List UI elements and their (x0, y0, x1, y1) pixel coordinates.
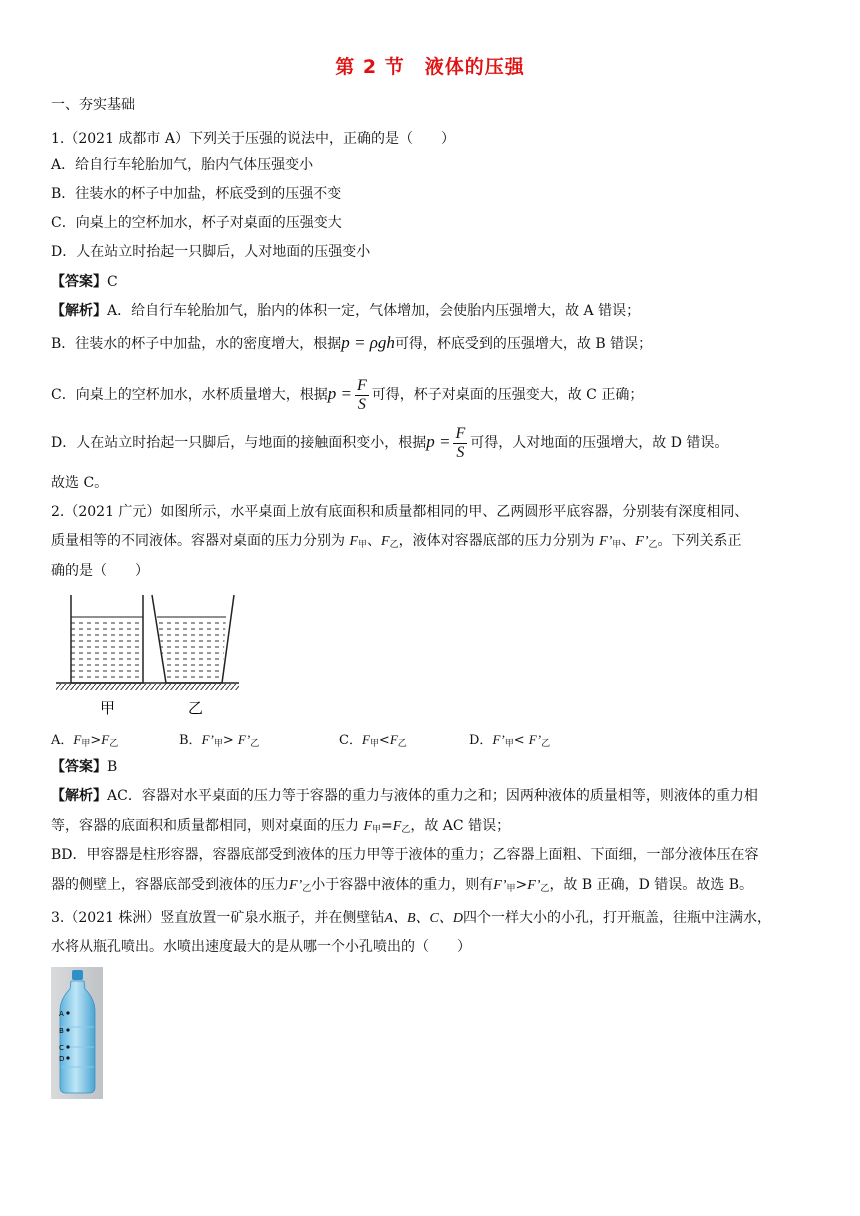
q2-answer (51, 757, 117, 777)
q2-stem-line3: 确的是（ ） (51, 563, 149, 579)
q1-option-c: C．向桌上的空杯加水，杯子对桌面的压强变大 (51, 215, 342, 231)
q2-option-a: A．$F_甲>F_乙$ (51, 732, 119, 749)
page-title: 第 2 节 液体的压强 (335, 56, 525, 78)
q2-explain-line1: 【解析】AC．容器对水平桌面的压力等于容器的重力与液体的重力之和；因两种液体的质量相等，则液体的重力相 (51, 788, 758, 804)
q2-explain-line2: 等，容器的底面积和质量都相同，则对桌面的压力 $F_甲=F_乙$，故 AC 错误； (51, 818, 511, 835)
analysis-tag: 【解析】 (51, 788, 107, 804)
answer-value: B (107, 759, 118, 775)
q2-option-b: B．$F’_甲>$ $F’_乙$ (179, 732, 260, 749)
label-jia: 甲 (100, 699, 116, 717)
q3-stem-line2: 水将从瓶孔喷出。水喷出速度最大的是从哪一个小孔喷出的（ ） (51, 939, 471, 955)
hole-label-d: D (59, 1055, 65, 1063)
q2-option-d: D．$F’_甲<$ $F’_乙$ (469, 732, 551, 749)
q1-conclusion: 故选 C。 (51, 475, 109, 491)
q3-stem-line1: 3.（2021 株洲）竖直放置一矿泉水瓶子，并在侧壁钻A、B、C、D四个一样大小的小孔，打开瓶盖，往瓶中注满水， (51, 910, 771, 926)
hole-label-c: C (59, 1044, 64, 1052)
formula-pressure: p = ρgh (341, 333, 395, 352)
q1-option-a: A．给自行车轮胎加气，胎内气体压强变小 (51, 157, 314, 173)
q2-explain-line3: BD．甲容器是柱形容器，容器底部受到液体的压力甲等于液体的重力；乙容器上面粗、下面细，一部分液体压在容 (51, 847, 759, 863)
q1-explain-d: D．人在站立时抬起一只脚后，与地面的接触面积变小，根据p = $\frac{F}{S}$ 可得，人对地面的压强增大，故 D 错误。 (51, 424, 729, 461)
q2-stem-line1: 2.（2021 广元）如图所示，水平桌面上放有底面积和质量都相同的甲、乙两圆形平底容器，分别装有深度相同、 (51, 504, 749, 520)
fraction-f-over-s: $\frac{F}{S}$ (455, 424, 466, 461)
q1-explain-a: 【解析】A．给自行车轮胎加气，胎内的体积一定，气体增加，会使胎内压强增大，故 A 错误； (51, 303, 641, 319)
q2-option-c: C．$F_甲<F_乙$ (339, 732, 407, 749)
label-yi: 乙 (188, 699, 204, 717)
q1-explain-c: C．向桌上的空杯加水，水杯质量增大，根据p = $\frac{F}{S}$ 可得，杯子对桌面的压强变大，故 C 正确； (51, 376, 644, 413)
analysis-tag: 【解析】 (51, 303, 107, 319)
q2-explain-line4: 器的侧壁上，容器底部受到液体的压力$F’_乙$小于容器中液体的重力，则有$F’_甲>F’_乙$，故 B 正确，D 错误。故选 B。 (51, 877, 754, 894)
container-jia (71, 595, 143, 683)
answer-tag: 【答案】 (51, 274, 107, 290)
containers-diagram (54, 590, 244, 720)
section-heading: 一、夯实基础 (51, 97, 135, 113)
hole-label-a: A (59, 1010, 64, 1018)
hole-label-b: B (59, 1027, 64, 1035)
answer-tag: 【答案】 (51, 759, 107, 775)
q1-explain-b: B．往装水的杯子中加盐，水的密度增大，根据p = ρgh可得，杯底受到的压强增大，故 B 错误； (51, 333, 653, 352)
q1-stem: 1.（2021 成都市 A）下列关于压强的说法中，正确的是（ ） (51, 131, 455, 147)
answer-value: C (107, 274, 118, 290)
q1-option-b: B．往装水的杯子中加盐，杯底受到的压强不变 (51, 186, 342, 202)
container-yi (152, 595, 234, 683)
q1-answer (51, 272, 118, 292)
fraction-f-over-s: $\frac{F}{S}$ (356, 376, 367, 413)
q2-stem-line2: 质量相等的不同液体。容器对桌面的压力分别为 $F_甲$、$F_乙$，液体对容器底部的压力分别为 $F’_甲$、$F’_乙$。下列关系正 (51, 533, 742, 550)
water-bottle-image (51, 967, 103, 1099)
q1-option-d: D．人在站立时抬起一只脚后，人对地面的压强变小 (51, 244, 371, 260)
